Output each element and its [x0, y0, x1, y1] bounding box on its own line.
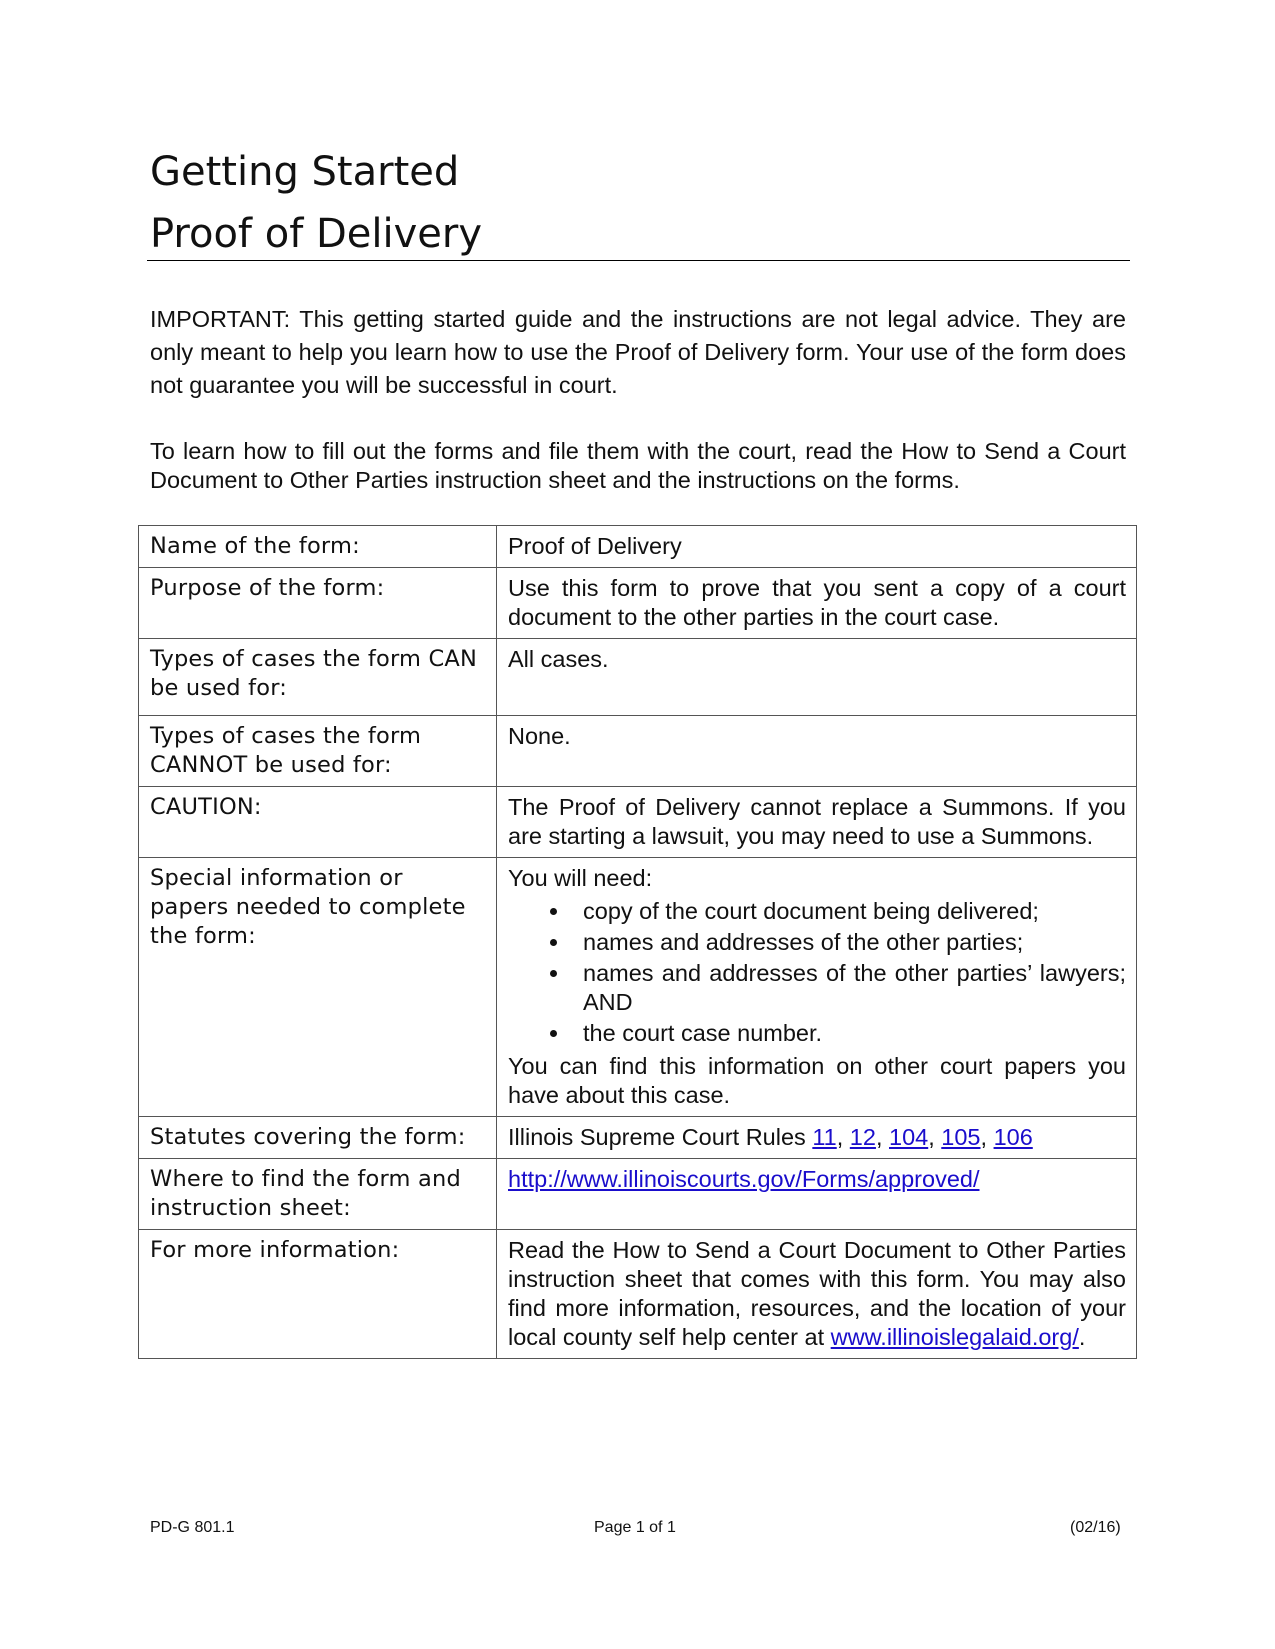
rule-105-link[interactable]: 105 [941, 1124, 981, 1150]
legal-aid-link[interactable]: www.illinoislegalaid.org/ [830, 1324, 1079, 1350]
row-label: Purpose of the form: [139, 568, 497, 639]
row-label: Name of the form: [139, 526, 497, 568]
needs-outro: You can find this information on other court papers you have about this case. [508, 1053, 1126, 1108]
table-row [139, 716, 1137, 787]
row-value: Use this form to prove that you sent a copy of a court document to the other parties in the court case. [497, 568, 1137, 639]
row-value: The Proof of Delivery cannot replace a Summons. If you are starting a lawsuit, you may need to use a Summons. [497, 787, 1137, 858]
row-value: None. [497, 716, 1137, 787]
row-label: For more information: [139, 1230, 497, 1359]
row-label: CAUTION: [139, 787, 497, 858]
statutes-prefix: Illinois Supreme Court Rules [508, 1124, 806, 1150]
table-row [139, 787, 1137, 858]
row-value: All cases. [497, 639, 1137, 716]
more-info-text: Read the How to Send a Court Document to Other Parties instruction sheet that comes with this form. You may also find more information, resources, and the location of your local county self help center at [508, 1237, 1126, 1350]
row-label: Special information or papers needed to complete the form: [139, 858, 497, 1117]
rule-106-link[interactable]: 106 [993, 1124, 1033, 1150]
learn-instructions: To learn how to fill out the forms and file them with the court, read the How to Send a Court Document to Other Parties instruction sheet and the instructions on the forms. [150, 438, 1126, 493]
footer-page-number: Page 1 of 1 [594, 1519, 676, 1536]
form-title: Proof of Delivery [150, 211, 483, 257]
form-info-table [138, 525, 1137, 1359]
row-label: Where to find the form and instruction sheet: [139, 1159, 497, 1230]
row-value: Illinois Supreme Court Rules 11, 12, 104, 105, 106 [497, 1117, 1137, 1159]
table-row [139, 1117, 1137, 1159]
row-value [497, 1159, 1137, 1230]
row-label: Statutes covering the form: [139, 1117, 497, 1159]
more-info-period: . [1078, 1324, 1086, 1350]
list-item: • the court case number. [571, 1019, 1126, 1048]
row-value: Proof of Delivery [497, 526, 1137, 568]
table-row [139, 526, 1137, 568]
footer-date: (02/16) [1070, 1519, 1121, 1536]
title-divider [147, 260, 1130, 261]
table-row [139, 858, 1137, 1117]
list-item: • copy of the court document being delivered; [571, 897, 1126, 926]
page-title: Getting Started [150, 149, 460, 195]
needs-intro: You will need: [508, 865, 653, 891]
rule-104-link[interactable]: 104 [889, 1124, 929, 1150]
table-row [139, 1159, 1137, 1230]
needs-list [508, 897, 1126, 1048]
important-notice: IMPORTANT: This getting started guide and the instructions are not legal advice. They are only meant to help you learn how to use the Proof of Delivery form. Your use of the form does not guarantee you will be successful in court. [150, 306, 1126, 398]
forms-url-link[interactable]: http://www.illinoiscourts.gov/Forms/approved/ [508, 1166, 980, 1192]
rule-11-link[interactable]: 11 [812, 1124, 837, 1150]
row-label: Types of cases the form CANNOT be used for: [139, 716, 497, 787]
list-item: • names and addresses of the other parties; [571, 928, 1126, 957]
row-label: Types of cases the form CAN be used for: [139, 639, 497, 716]
table-row [139, 568, 1137, 639]
rule-12-link[interactable]: 12 [849, 1124, 876, 1150]
table-row [139, 1230, 1137, 1359]
list-item: • names and addresses of the other parties’ lawyers; AND [571, 959, 1126, 1017]
table-row [139, 639, 1137, 716]
row-value [497, 1230, 1137, 1359]
footer-form-code: PD-G 801.1 [150, 1519, 235, 1536]
row-value [497, 858, 1137, 1117]
